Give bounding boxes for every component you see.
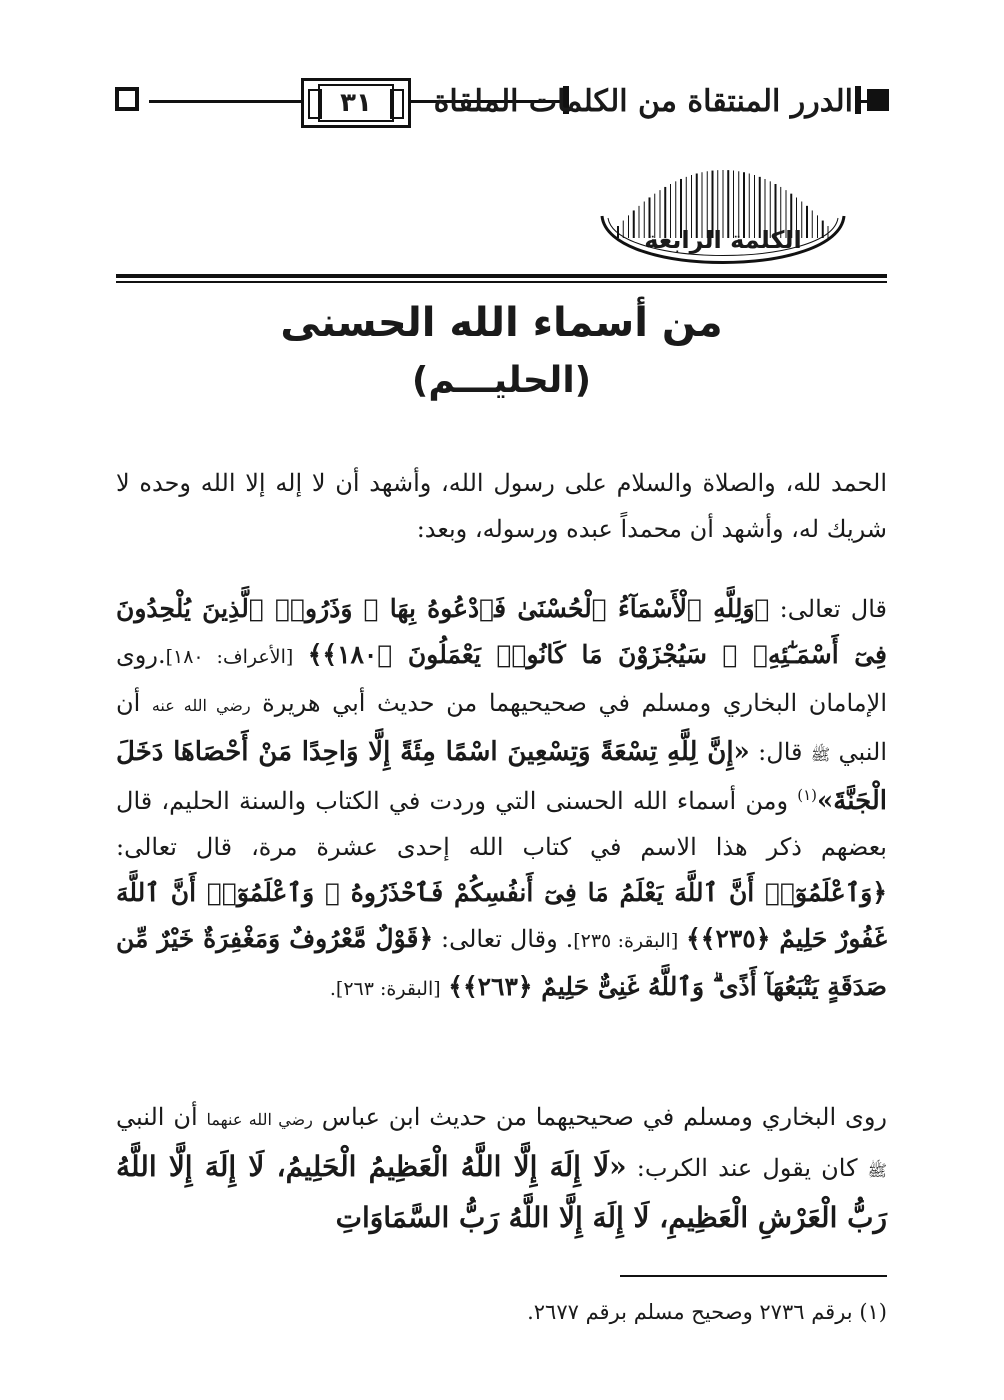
- text-segment: أن النبي: [116, 1103, 207, 1131]
- verse-reference: [البقرة: ٢٦٣].: [329, 978, 441, 1000]
- running-header: [115, 78, 885, 128]
- section-rule-thin: [116, 281, 887, 283]
- honorific: ﷺ: [810, 745, 831, 764]
- quran-verse: ﴿وَلِلَّهِ ٱلْأَسْمَآءُ ٱلْحُسْنَىٰ فَٱدْعُوهُ بِهَا ۖ وَذَرُوا۟ ٱلَّذِينَ يُلْحِدُونَ فِىٓ أَسْمَـٰٓئِهِۦ ۚ سَيُجْزَوْنَ مَا كَانُوا۟ يَعْمَلُونَ ﴿١٨٠﴾﴾: [116, 594, 887, 669]
- paragraph-main: [116, 586, 887, 1012]
- header-rule-left: [149, 100, 301, 103]
- text-segment: أن النبي: [116, 689, 887, 766]
- text-segment: .روى الإمامان البخاري ومسلم في صحيحيهما من حديث أبي هريرة: [116, 641, 888, 717]
- arc-frame: [598, 160, 848, 272]
- text-segment: روى البخاري ومسلم في صحيحيهما من حديث ابن عباس: [312, 1103, 887, 1131]
- page-number: ٣١: [318, 84, 394, 122]
- verse-reference: [الأعراف: ١٨٠]: [165, 646, 294, 668]
- frame-knot-left: [308, 89, 322, 119]
- verse-reference: [البقرة: ٢٣٥]: [573, 930, 679, 952]
- text-segment: قال:: [749, 738, 811, 766]
- square-outline-ornament: [115, 87, 139, 111]
- chapter-label: [598, 160, 848, 272]
- hadith-text: «لَا إِلَهَ إِلَّا اللَّهُ الْعَظِيمُ الْحَلِيمُ، لَا إِلَهَ إِلَّا اللَّهُ رَبُّ الْعَرْشِ الْعَظِيمِ، لَا إِلَهَ إِلَّا اللَّهُ رَبُّ السَّمَاوَاتِ: [116, 1150, 887, 1234]
- footnote: (١) برقم ٢٧٣٦ وصحيح مسلم برقم ٢٦٧٧.: [527, 1300, 887, 1324]
- paragraph-opening: الحمد لله، والصلاة والسلام على رسول الله، وأشهد أن لا إله إلا الله وحده لا شريك له، وأشهد أن محمداً عبده ورسوله، وبعد:: [116, 469, 887, 543]
- page-title: من أسماء الله الحسنى: [280, 300, 723, 346]
- text-segment: ومن أسماء الله الحسنى التي وردت في الكتاب والسنة الحليم، قال بعضهم ذكر هذا الاسم في كتاب الله إحدى عشرة مرة، قال تعالى:: [116, 787, 887, 861]
- chapter-label-text: الكلمة الرابعة: [644, 226, 802, 254]
- honorific: ﷺ: [867, 1161, 887, 1180]
- paragraph-hadith: [116, 1094, 887, 1243]
- text-segment: قال تعالى:: [769, 595, 888, 623]
- honorific: رضي الله عنه: [151, 696, 251, 715]
- quran-verse: ﴿قَوْلٌ مَّعْرُوفٌ وَمَغْفِرَةٌ خَيْرٌ مِّن صَدَقَةٍ يَتْبَعُهَآ أَذًى ۗ وَٱللَّهُ غَنِىٌّ حَلِيمٌ ﴿٢٦٣﴾﴾: [116, 924, 887, 1001]
- quran-verse: ﴿وَٱعْلَمُوٓا۟ أَنَّ ٱللَّهَ يَعْلَمُ مَا فِىٓ أَنفُسِكُمْ فَٱحْذَرُوهُ ۚ وَٱعْلَمُوٓا۟ أَنَّ ٱللَّهَ غَفُورٌ حَلِيمٌ ﴿٢٣٥﴾﴾: [116, 878, 887, 953]
- text-segment: كان يقول عند الكرب:: [626, 1154, 868, 1182]
- text-segment: . وقال تعالى:: [433, 925, 574, 953]
- square-solid-ornament: [867, 89, 889, 111]
- section-rule-thick: [116, 274, 887, 278]
- hadith-text: «إِنَّ لِلَّهِ تِسْعَةً وَتِسْعِينَ اسْمًا مِئَةً إِلَّا وَاحِدًا مَنْ أَحْصَاهَا دَخَلَ الْجَنَّةَ»: [116, 737, 887, 816]
- page-number-frame: [301, 78, 411, 128]
- frame-knot-right: [390, 89, 404, 119]
- running-title: الدرر المنتقاة من الكلمات الملقاة: [433, 84, 853, 119]
- footnote-marker[interactable]: (١): [797, 786, 818, 804]
- footnote-rule: [620, 1275, 887, 1277]
- page-subtitle: (الحليـــم): [411, 360, 592, 401]
- honorific: رضي الله عنهما: [206, 1110, 313, 1129]
